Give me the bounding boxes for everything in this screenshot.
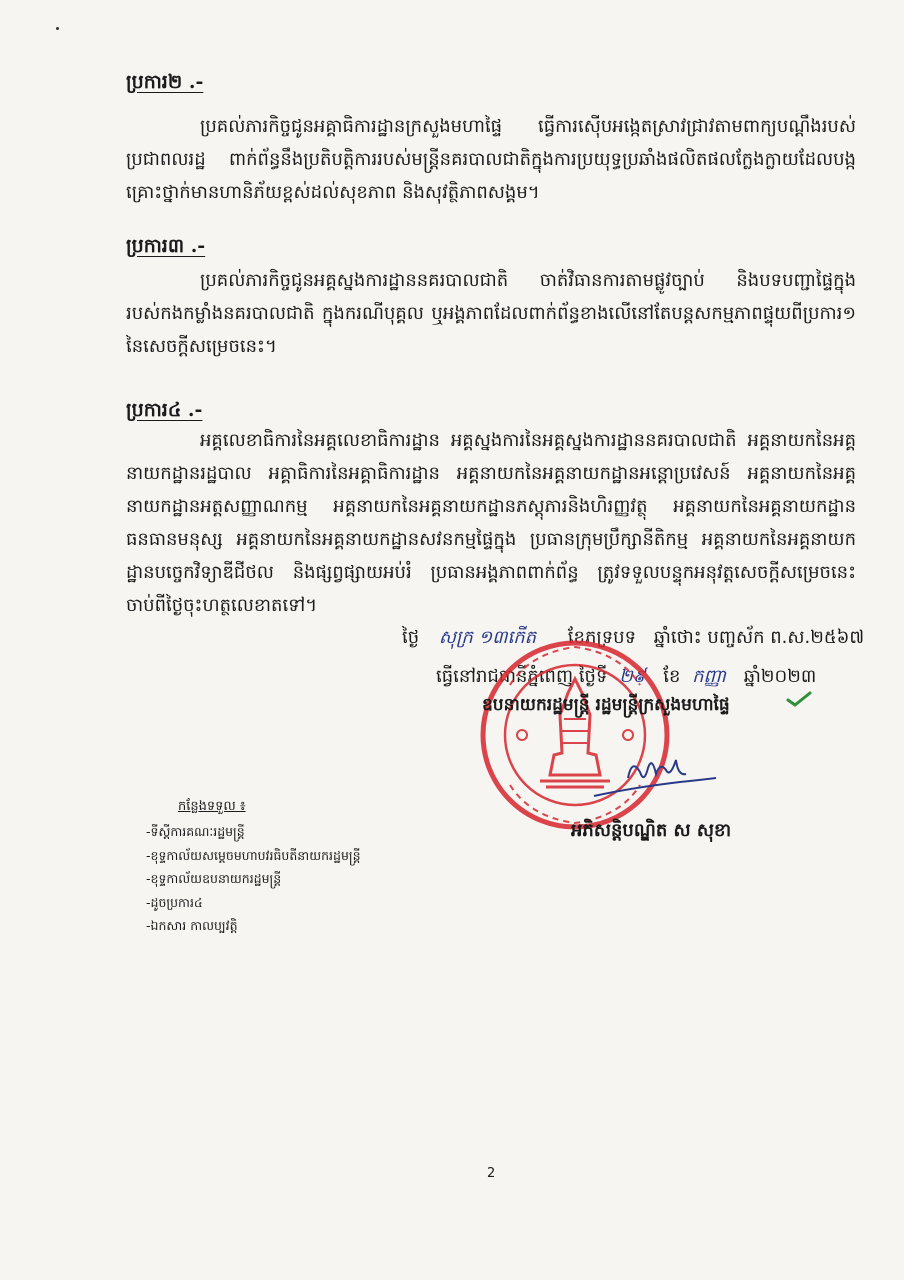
signer-title: ឧបនាយករដ្ឋមន្ត្រី រដ្ឋមន្ត្រីក្រសួងមហាផ្ទៃ xyxy=(482,695,730,715)
speck-mark xyxy=(56,27,59,30)
signer-name: អភិសន្តិបណ្ឌិត ស សុខា xyxy=(571,820,732,841)
lunar-prefix: ថ្ងៃ xyxy=(402,627,420,648)
month-label: ខែ xyxy=(663,666,681,687)
article-3-text: ប្រគល់ភារកិច្ចជូនអគ្គស្នងការដ្ឋាននគរបាលជាតិ ចាត់វិធានការតាមផ្លូវច្បាប់ និងបទបញ្ជាផ្ទៃក្នុងរបស់កងកម្លាំងនគរបាលជាតិ ក្នុងករណីបុគ្គល ឬអង្គភាពដែលពាក់ព័ន្ធខាងលើនៅតែបន្តសកម្មភាពផ្ទុយពីប្រការ១ នៃសេចក្ដីសម្រេចនេះ។ xyxy=(126,270,856,357)
handwritten-signature xyxy=(590,748,720,808)
page-number: 2 xyxy=(487,1166,496,1181)
article-4-text: អគ្គលេខាធិការនៃអគ្គលេខាធិការដ្ឋាន អគ្គស្នងការនៃអគ្គស្នងការដ្ឋាននគរបាលជាតិ អគ្គនាយកនៃអគ្គនាយកដ្ឋានរដ្ឋបាល អគ្គាធិការនៃអគ្គាធិការដ្ឋាន អគ្គនាយកនៃអគ្គនាយកដ្ឋានអន្តោប្រវេសន៍ អគ្គនាយកនៃអគ្គនាយកដ្ឋានអត្តសញ្ញាណកម្ម អគ្គនាយកនៃអគ្គនាយកដ្ឋានភស្តុភារនិងហិរញ្ញវត្ថុ អគ្គនាយកនៃអគ្គនាយកដ្ឋានធនធានមនុស្ស អគ្គនាយកនៃអគ្គនាយកដ្ឋានសវនកម្មផ្ទៃក្នុង ប្រធានក្រុមប្រឹក្សានីតិកម្ម អគ្គនាយកនៃអគ្គនាយកដ្ឋានបច្ចេកវិទ្យាឌីជីថល និងផ្សព្វផ្សាយអប់រំ ប្រធានអង្គភាពពាក់ព័ន្ធ ត្រូវទទួលបន្ទុកអនុវត្តសេចក្ដីសម្រេចនេះចាប់ពីថ្ងៃចុះហត្ថលេខាតទៅ។ xyxy=(126,430,856,616)
lunar-day-handwritten: សុក្រ ១៣កើត xyxy=(438,627,537,648)
article-3-heading: ប្រការ៣ .- xyxy=(126,235,206,257)
recipient-item: -ដូចប្រការ៤ xyxy=(146,894,203,910)
recipients-list xyxy=(146,820,361,938)
lunar-month: ខែភទ្របទ xyxy=(567,627,637,648)
article-4-heading: ប្រការ៤ .- xyxy=(126,399,203,421)
recipients-title: កន្លែងទទួល ៖ xyxy=(178,799,246,814)
recipient-item: -ឯកសារ កាលប្បវត្តិ xyxy=(146,918,238,933)
recipient-item: -ខុទ្ទកាល័យឧបនាយករដ្ឋមន្ត្រី xyxy=(146,871,282,886)
article-2-heading: ប្រការ២ .- xyxy=(126,71,204,93)
month-handwritten: កញ្ញា xyxy=(692,666,727,687)
place-prefix: ធ្វើនៅរាជធានីភ្នំពេញ ថ្ងៃទី xyxy=(436,666,608,687)
lunar-year: ឆ្នាំថោះ បញ្ចស័ក ព.ស.២៥៦៧ xyxy=(653,627,865,648)
recipient-item: -ទីស្ដីការគណៈរដ្ឋមន្ត្រី xyxy=(146,824,245,839)
day-handwritten: ២៩ xyxy=(619,666,646,687)
article-2-text: ប្រគល់ភារកិច្ចជូនអគ្គាធិការដ្ឋានក្រសួងមហាផ្ទៃ ធ្វើការស៊ើបអង្កេតស្រាវជ្រាវតាមពាក្យបណ្ដឹងរបស់ប្រជាពលរដ្ឋ ពាក់ព័ន្ធនឹងប្រតិបត្តិការរបស់មន្ត្រីនគរបាលជាតិក្នុងការប្រយុទ្ធប្រឆាំងផលិតផលក្លែងក្លាយដែលបង្កគ្រោះថ្នាក់មានហានិភ័យខ្ពស់ដល់សុខភាព និងសុវត្ថិភាពសង្គម។ xyxy=(126,116,856,203)
recipient-item: -ខុទ្ទកាល័យសម្ដេចមហាបវរធិបតីនាយករដ្ឋមន្ត្រី xyxy=(146,847,361,863)
checkmark-icon xyxy=(786,690,812,708)
solar-year: ឆ្នាំ២០២៣ xyxy=(743,666,817,687)
